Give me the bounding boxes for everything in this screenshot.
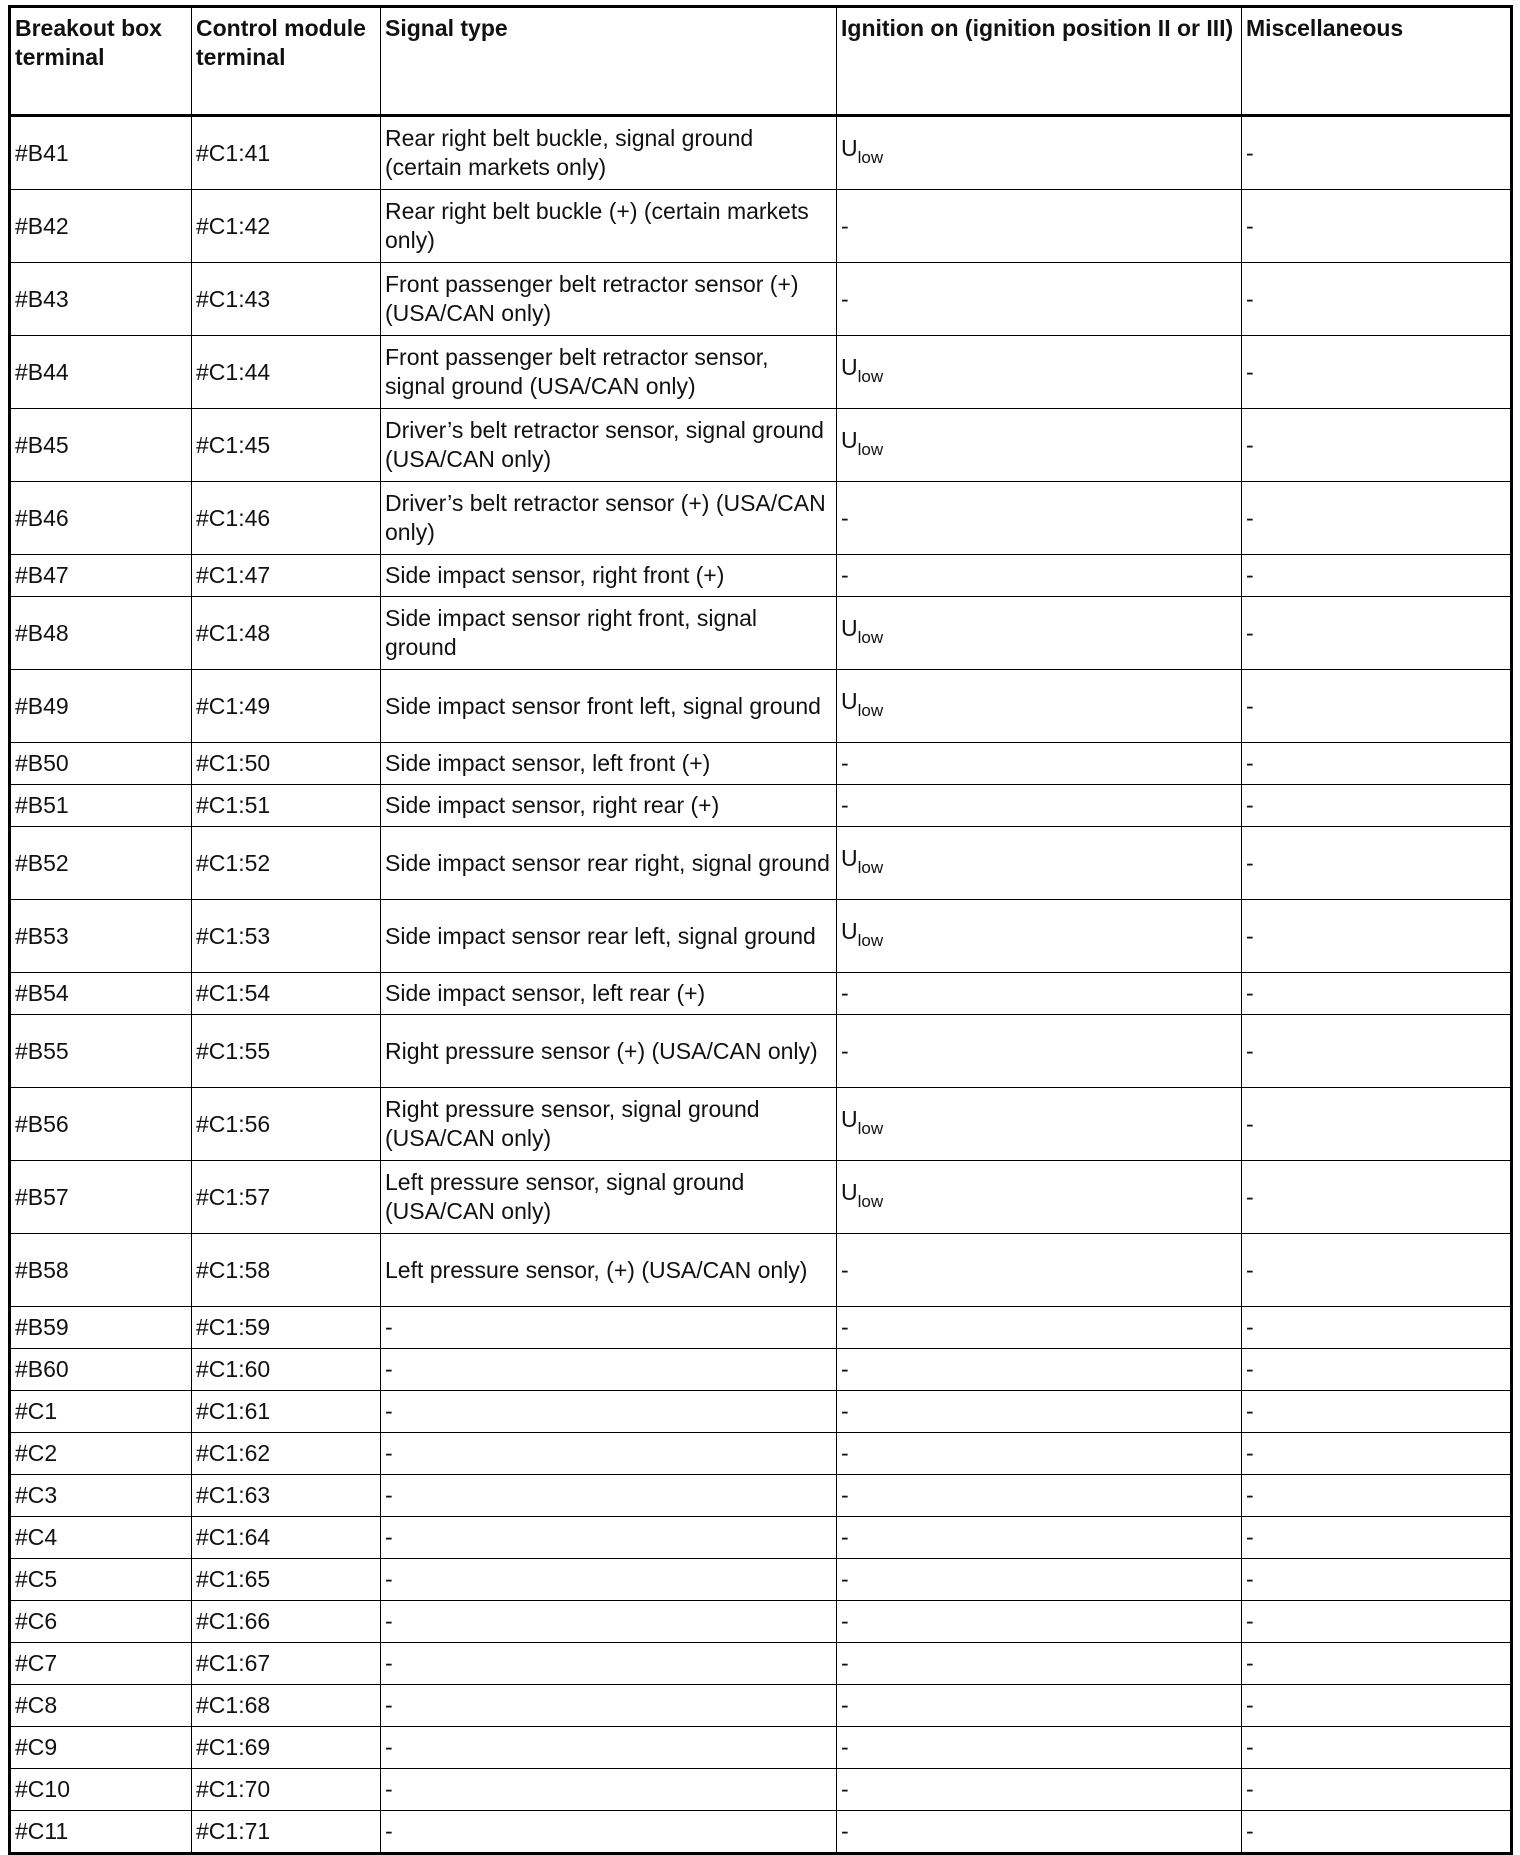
ignition-value: - — [841, 1440, 849, 1466]
breakout-box-terminal-cell: #C11 — [10, 1811, 192, 1854]
table-row — [10, 827, 1512, 900]
ignition-value: U — [841, 135, 858, 161]
ignition-value: - — [841, 1398, 849, 1424]
ignition-value: U — [841, 845, 858, 871]
ignition-on-cell — [837, 409, 1242, 482]
miscellaneous-cell: - — [1242, 263, 1512, 336]
table-row — [10, 900, 1512, 973]
signal-type-cell: - — [381, 1811, 837, 1854]
miscellaneous-cell: - — [1242, 1811, 1512, 1854]
breakout-box-terminal-cell: #B56 — [10, 1088, 192, 1161]
table-row — [10, 1727, 1512, 1769]
control-module-terminal-cell: #C1:69 — [192, 1727, 381, 1769]
miscellaneous-cell: - — [1242, 973, 1512, 1015]
table-row — [10, 670, 1512, 743]
signal-type-cell: Left pressure sensor, (+) (USA/CAN only) — [381, 1234, 837, 1307]
signal-type-cell: - — [381, 1307, 837, 1349]
signal-type-cell: Front passenger belt retractor sensor (+) (USA/CAN only) — [381, 263, 837, 336]
table-row — [10, 1601, 1512, 1643]
control-module-terminal-cell: #C1:67 — [192, 1643, 381, 1685]
control-module-terminal-cell: #C1:59 — [192, 1307, 381, 1349]
miscellaneous-cell: - — [1242, 1015, 1512, 1088]
breakout-box-terminal-cell: #B47 — [10, 555, 192, 597]
table-row — [10, 1349, 1512, 1391]
ignition-value: - — [841, 792, 849, 818]
breakout-box-terminal-cell: #C4 — [10, 1517, 192, 1559]
ignition-on-cell — [837, 900, 1242, 973]
table-row — [10, 785, 1512, 827]
miscellaneous-cell: - — [1242, 336, 1512, 409]
table-row — [10, 1433, 1512, 1475]
miscellaneous-cell: - — [1242, 1601, 1512, 1643]
control-module-terminal-cell: #C1:42 — [192, 190, 381, 263]
table-row — [10, 743, 1512, 785]
signal-type-cell: Side impact sensor rear left, signal ground — [381, 900, 837, 973]
ignition-on-cell — [837, 263, 1242, 336]
miscellaneous-cell: - — [1242, 1769, 1512, 1811]
breakout-box-terminal-cell: #C1 — [10, 1391, 192, 1433]
table-row — [10, 1643, 1512, 1685]
control-module-terminal-cell: #C1:57 — [192, 1161, 381, 1234]
header-ignition-on: Ignition on (ignition position II or III) — [837, 7, 1242, 116]
control-module-terminal-cell: #C1:49 — [192, 670, 381, 743]
breakout-box-terminal-cell: #B48 — [10, 597, 192, 670]
signal-type-cell: - — [381, 1391, 837, 1433]
ignition-value: U — [841, 1106, 858, 1132]
control-module-terminal-cell: #C1:53 — [192, 900, 381, 973]
signal-type-cell: Side impact sensor, right rear (+) — [381, 785, 837, 827]
miscellaneous-cell: - — [1242, 900, 1512, 973]
miscellaneous-cell: - — [1242, 785, 1512, 827]
ignition-value-subscript: low — [857, 367, 884, 386]
ignition-on-cell — [837, 743, 1242, 785]
table-row — [10, 1234, 1512, 1307]
control-module-terminal-cell: #C1:62 — [192, 1433, 381, 1475]
ignition-value: - — [841, 1566, 849, 1592]
header-miscellaneous: Miscellaneous — [1242, 7, 1512, 116]
signal-type-cell: Rear right belt buckle (+) (certain markets only) — [381, 190, 837, 263]
ignition-value-subscript: low — [857, 1119, 884, 1138]
ignition-value-subscript: low — [857, 148, 884, 167]
table-row — [10, 482, 1512, 555]
breakout-box-terminal-cell: #B57 — [10, 1161, 192, 1234]
ignition-value: U — [841, 1179, 858, 1205]
signal-type-cell: Left pressure sensor, signal ground (USA/CAN only) — [381, 1161, 837, 1234]
breakout-box-terminal-cell: #C7 — [10, 1643, 192, 1685]
signal-type-cell: Side impact sensor, left front (+) — [381, 743, 837, 785]
miscellaneous-cell: - — [1242, 555, 1512, 597]
breakout-box-terminal-cell: #B52 — [10, 827, 192, 900]
signal-type-cell: Front passenger belt retractor sensor, signal ground (USA/CAN only) — [381, 336, 837, 409]
ignition-value-subscript: low — [857, 931, 884, 950]
ignition-on-cell — [837, 1769, 1242, 1811]
ignition-value: - — [841, 1037, 849, 1064]
ignition-on-cell — [837, 482, 1242, 555]
signal-type-cell: Side impact sensor front left, signal ground — [381, 670, 837, 743]
miscellaneous-cell: - — [1242, 1517, 1512, 1559]
ignition-value: U — [841, 427, 858, 453]
signal-type-cell: Driver’s belt retractor sensor (+) (USA/CAN only) — [381, 482, 837, 555]
table-row — [10, 1769, 1512, 1811]
control-module-terminal-cell: #C1:54 — [192, 973, 381, 1015]
ignition-on-cell — [837, 1517, 1242, 1559]
ignition-value: - — [841, 1256, 849, 1283]
signal-type-cell: - — [381, 1475, 837, 1517]
ignition-on-cell — [837, 1475, 1242, 1517]
control-module-terminal-cell: #C1:46 — [192, 482, 381, 555]
signal-type-cell: - — [381, 1727, 837, 1769]
signal-type-cell: - — [381, 1685, 837, 1727]
control-module-terminal-cell: #C1:56 — [192, 1088, 381, 1161]
ignition-value: - — [841, 1314, 849, 1340]
miscellaneous-cell: - — [1242, 1234, 1512, 1307]
miscellaneous-cell: - — [1242, 1727, 1512, 1769]
control-module-terminal-cell: #C1:65 — [192, 1559, 381, 1601]
table-row — [10, 1517, 1512, 1559]
header-control-module-terminal: Control module terminal — [192, 7, 381, 116]
signal-type-cell: Side impact sensor, left rear (+) — [381, 973, 837, 1015]
ignition-on-cell — [837, 1307, 1242, 1349]
table-row — [10, 409, 1512, 482]
signal-type-cell: - — [381, 1601, 837, 1643]
control-module-terminal-cell: #C1:58 — [192, 1234, 381, 1307]
table-header-row — [10, 7, 1512, 116]
table-row — [10, 1161, 1512, 1234]
signal-type-cell: - — [381, 1769, 837, 1811]
ignition-on-cell — [837, 1811, 1242, 1854]
breakout-box-terminal-cell: #B44 — [10, 336, 192, 409]
breakout-box-terminal-cell: #B50 — [10, 743, 192, 785]
breakout-box-terminal-cell: #B59 — [10, 1307, 192, 1349]
ignition-on-cell — [837, 336, 1242, 409]
control-module-terminal-cell: #C1:60 — [192, 1349, 381, 1391]
breakout-box-terminal-cell: #C10 — [10, 1769, 192, 1811]
control-module-terminal-cell: #C1:48 — [192, 597, 381, 670]
signal-type-cell: - — [381, 1517, 837, 1559]
table-row — [10, 1307, 1512, 1349]
control-module-terminal-cell: #C1:64 — [192, 1517, 381, 1559]
breakout-box-terminal-cell: #C5 — [10, 1559, 192, 1601]
table-row — [10, 973, 1512, 1015]
table-row — [10, 1685, 1512, 1727]
breakout-box-terminal-cell: #B58 — [10, 1234, 192, 1307]
miscellaneous-cell: - — [1242, 1391, 1512, 1433]
breakout-box-terminal-cell: #C2 — [10, 1433, 192, 1475]
header-signal-type: Signal type — [381, 7, 837, 116]
ignition-value: - — [841, 1734, 849, 1760]
ignition-value: - — [841, 562, 849, 588]
ignition-on-cell — [837, 1685, 1242, 1727]
breakout-box-terminal-cell: #B55 — [10, 1015, 192, 1088]
ignition-value: - — [841, 1524, 849, 1550]
miscellaneous-cell: - — [1242, 1161, 1512, 1234]
ignition-value: U — [841, 615, 858, 641]
ignition-value: - — [841, 1818, 849, 1844]
ignition-value-subscript: low — [857, 1192, 884, 1211]
ignition-value: - — [841, 980, 849, 1006]
signal-type-cell: - — [381, 1559, 837, 1601]
ignition-on-cell — [837, 1088, 1242, 1161]
table-row — [10, 1811, 1512, 1854]
signal-type-cell: Right pressure sensor, signal ground (USA/CAN only) — [381, 1088, 837, 1161]
breakout-box-terminal-cell: #B41 — [10, 116, 192, 190]
control-module-terminal-cell: #C1:50 — [192, 743, 381, 785]
ignition-on-cell — [837, 1015, 1242, 1088]
control-module-terminal-cell: #C1:66 — [192, 1601, 381, 1643]
table-row — [10, 336, 1512, 409]
ignition-value: - — [841, 285, 849, 312]
ignition-value: - — [841, 750, 849, 776]
ignition-value: U — [841, 688, 858, 714]
miscellaneous-cell: - — [1242, 743, 1512, 785]
table-row — [10, 116, 1512, 190]
table-row — [10, 555, 1512, 597]
miscellaneous-cell: - — [1242, 597, 1512, 670]
ignition-value: - — [841, 1776, 849, 1802]
breakout-box-terminal-cell: #B60 — [10, 1349, 192, 1391]
ignition-on-cell — [837, 1601, 1242, 1643]
table-row — [10, 1475, 1512, 1517]
miscellaneous-cell: - — [1242, 670, 1512, 743]
ignition-on-cell — [837, 1643, 1242, 1685]
table-row — [10, 1559, 1512, 1601]
ignition-on-cell — [837, 1727, 1242, 1769]
control-module-terminal-cell: #C1:71 — [192, 1811, 381, 1854]
ignition-value-subscript: low — [857, 858, 884, 877]
signal-type-cell: - — [381, 1643, 837, 1685]
ignition-on-cell — [837, 1391, 1242, 1433]
table-row — [10, 263, 1512, 336]
table-row — [10, 1391, 1512, 1433]
signal-type-cell: Side impact sensor rear right, signal ground — [381, 827, 837, 900]
control-module-terminal-cell: #C1:43 — [192, 263, 381, 336]
miscellaneous-cell: - — [1242, 1475, 1512, 1517]
ignition-on-cell — [837, 1433, 1242, 1475]
ignition-on-cell — [837, 190, 1242, 263]
miscellaneous-cell: - — [1242, 482, 1512, 555]
ignition-on-cell — [837, 1234, 1242, 1307]
signal-type-cell: Side impact sensor, right front (+) — [381, 555, 837, 597]
control-module-terminal-cell: #C1:55 — [192, 1015, 381, 1088]
miscellaneous-cell: - — [1242, 116, 1512, 190]
miscellaneous-cell: - — [1242, 827, 1512, 900]
miscellaneous-cell: - — [1242, 1349, 1512, 1391]
breakout-box-terminal-cell: #C8 — [10, 1685, 192, 1727]
signal-type-cell: Rear right belt buckle, signal ground (certain markets only) — [381, 116, 837, 190]
table-row — [10, 1088, 1512, 1161]
miscellaneous-cell: - — [1242, 190, 1512, 263]
breakout-box-terminal-cell: #B49 — [10, 670, 192, 743]
signal-type-cell: Driver’s belt retractor sensor, signal ground (USA/CAN only) — [381, 409, 837, 482]
ignition-on-cell — [837, 1161, 1242, 1234]
miscellaneous-cell: - — [1242, 1433, 1512, 1475]
ignition-on-cell — [837, 1349, 1242, 1391]
breakout-box-terminal-cell: #B46 — [10, 482, 192, 555]
control-module-terminal-cell: #C1:41 — [192, 116, 381, 190]
terminal-signal-table — [8, 5, 1513, 1855]
control-module-terminal-cell: #C1:47 — [192, 555, 381, 597]
miscellaneous-cell: - — [1242, 409, 1512, 482]
ignition-value-subscript: low — [857, 701, 884, 720]
control-module-terminal-cell: #C1:44 — [192, 336, 381, 409]
miscellaneous-cell: - — [1242, 1643, 1512, 1685]
ignition-on-cell — [837, 973, 1242, 1015]
ignition-on-cell — [837, 785, 1242, 827]
breakout-box-terminal-cell: #B54 — [10, 973, 192, 1015]
breakout-box-terminal-cell: #C6 — [10, 1601, 192, 1643]
miscellaneous-cell: - — [1242, 1088, 1512, 1161]
miscellaneous-cell: - — [1242, 1559, 1512, 1601]
table-row — [10, 597, 1512, 670]
ignition-on-cell — [837, 116, 1242, 190]
control-module-terminal-cell: #C1:70 — [192, 1769, 381, 1811]
ignition-value: - — [841, 1608, 849, 1634]
ignition-value: - — [841, 1356, 849, 1382]
ignition-on-cell — [837, 827, 1242, 900]
ignition-value: U — [841, 354, 858, 380]
ignition-on-cell — [837, 597, 1242, 670]
header-breakout-box-terminal: Breakout box terminal — [10, 7, 192, 116]
terminal-table-container — [8, 5, 1510, 1855]
table-row — [10, 1015, 1512, 1088]
control-module-terminal-cell: #C1:51 — [192, 785, 381, 827]
ignition-value: U — [841, 918, 858, 944]
breakout-box-terminal-cell: #B53 — [10, 900, 192, 973]
breakout-box-terminal-cell: #C3 — [10, 1475, 192, 1517]
ignition-value: - — [841, 1650, 849, 1676]
control-module-terminal-cell: #C1:61 — [192, 1391, 381, 1433]
breakout-box-terminal-cell: #B42 — [10, 190, 192, 263]
breakout-box-terminal-cell: #B51 — [10, 785, 192, 827]
signal-type-cell: - — [381, 1349, 837, 1391]
control-module-terminal-cell: #C1:45 — [192, 409, 381, 482]
ignition-value-subscript: low — [857, 628, 884, 647]
signal-type-cell: Right pressure sensor (+) (USA/CAN only) — [381, 1015, 837, 1088]
ignition-value-subscript: low — [857, 440, 884, 459]
control-module-terminal-cell: #C1:63 — [192, 1475, 381, 1517]
table-row — [10, 190, 1512, 263]
ignition-value: - — [841, 212, 849, 239]
breakout-box-terminal-cell: #B43 — [10, 263, 192, 336]
control-module-terminal-cell: #C1:52 — [192, 827, 381, 900]
table-body — [10, 116, 1512, 1854]
ignition-on-cell — [837, 555, 1242, 597]
miscellaneous-cell: - — [1242, 1685, 1512, 1727]
ignition-value: - — [841, 1482, 849, 1508]
control-module-terminal-cell: #C1:68 — [192, 1685, 381, 1727]
miscellaneous-cell: - — [1242, 1307, 1512, 1349]
breakout-box-terminal-cell: #C9 — [10, 1727, 192, 1769]
signal-type-cell: Side impact sensor right front, signal ground — [381, 597, 837, 670]
breakout-box-terminal-cell: #B45 — [10, 409, 192, 482]
ignition-value: - — [841, 504, 849, 531]
ignition-value: - — [841, 1692, 849, 1718]
ignition-on-cell — [837, 1559, 1242, 1601]
signal-type-cell: - — [381, 1433, 837, 1475]
ignition-on-cell — [837, 670, 1242, 743]
